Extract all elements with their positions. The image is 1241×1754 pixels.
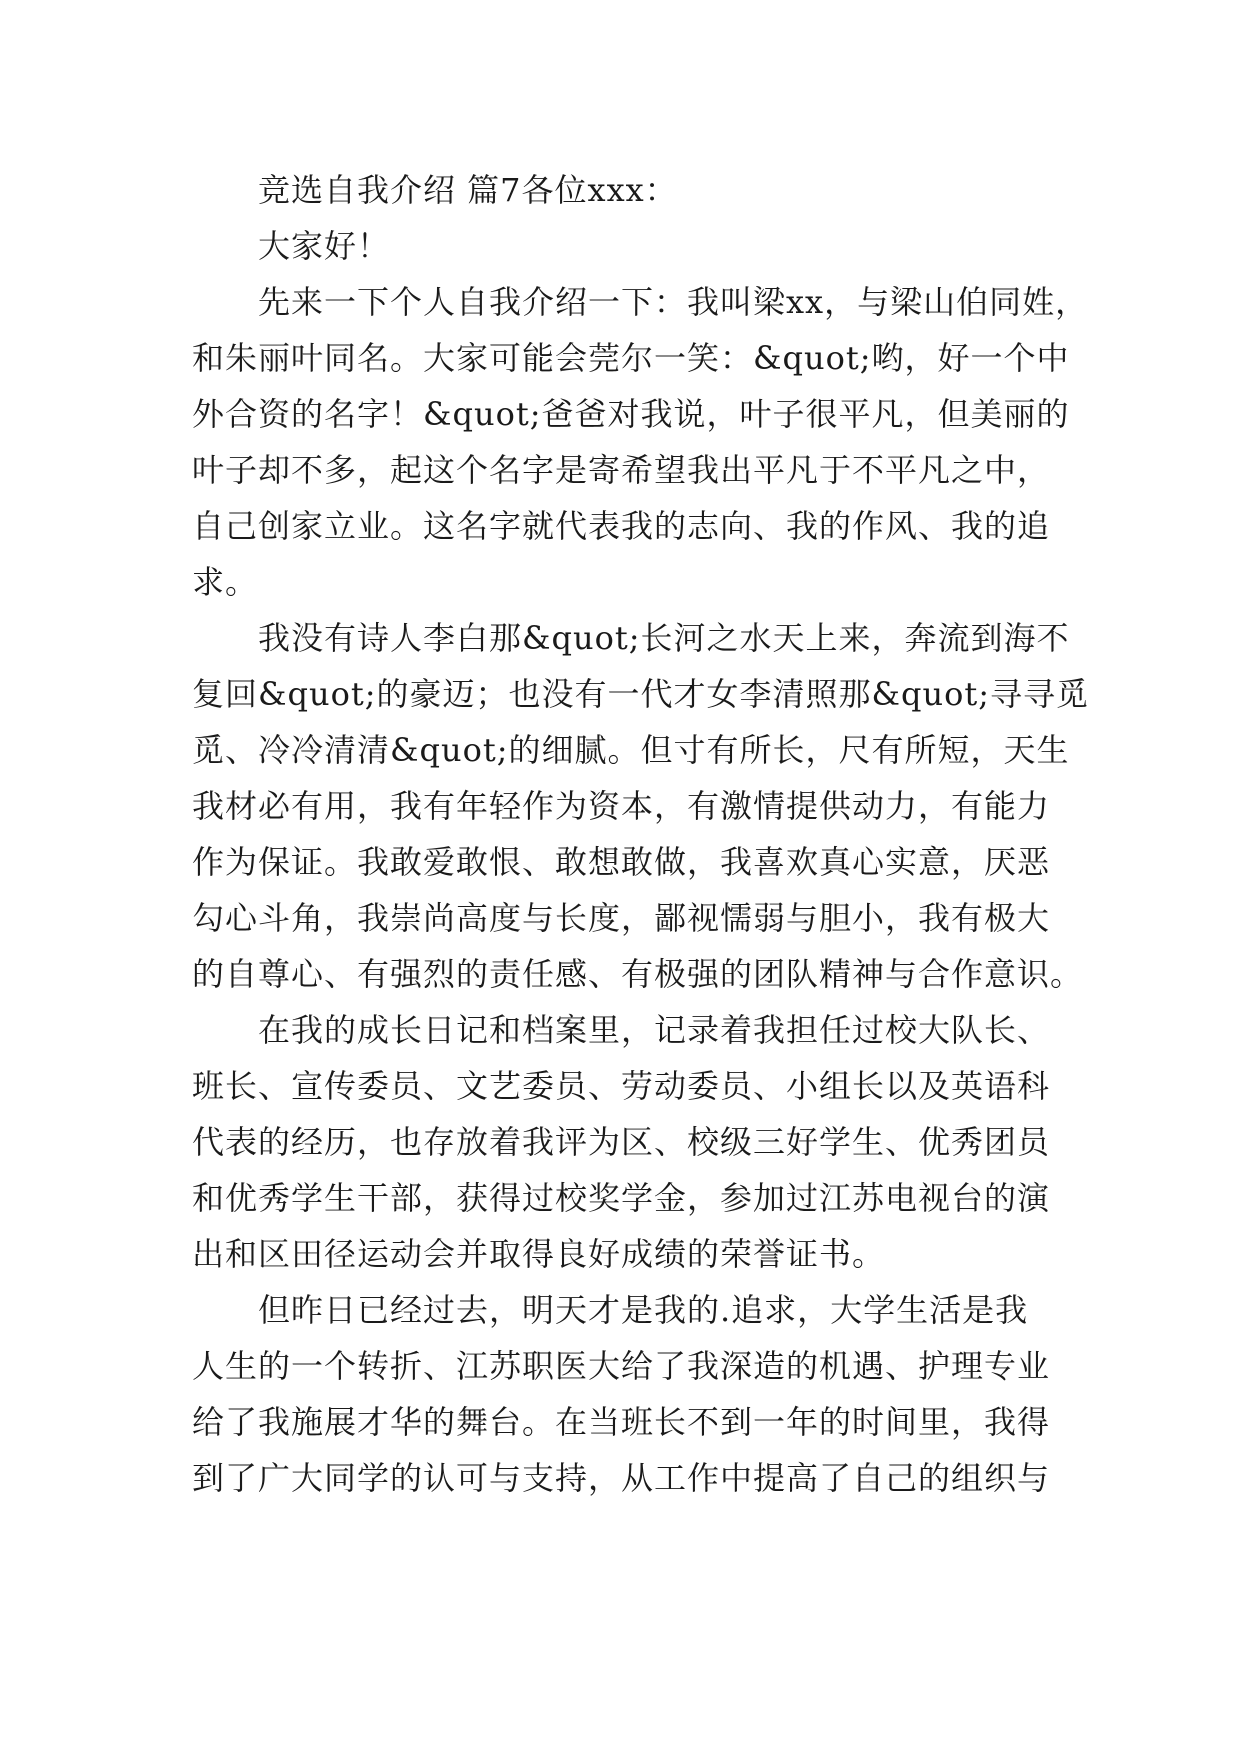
paragraph-1-line: 叶子却不多，起这个名字是寄希望我出平凡于不平凡之中，	[192, 451, 1051, 489]
paragraph-2-line: 勾心斗角，我崇尚高度与长度，鄙视懦弱与胆小，我有极大	[192, 899, 1051, 937]
paragraph-2-line: 我材必有用，我有年轻作为资本，有激情提供动力，有能力	[192, 787, 1051, 825]
greeting-line: 大家好！	[258, 227, 391, 265]
paragraph-2-line: 作为保证。我敢爱敢恨、敢想敢做，我喜欢真心实意，厌恶	[192, 843, 1051, 881]
paragraph-1-line: 自己创家立业。这名字就代表我的志向、我的作风、我的追	[192, 507, 1051, 545]
paragraph-4-line: 人生的一个转折、江苏职医大给了我深造的机遇、护理专业	[192, 1347, 1051, 1385]
paragraph-3-line: 出和区田径运动会并取得良好成绩的荣誉证书。	[192, 1235, 886, 1273]
paragraph-3-line: 代表的经历，也存放着我评为区、校级三好学生、优秀团员	[192, 1123, 1051, 1161]
paragraph-2-line: 觅、冷冷清清&quot;的细腻。但寸有所长，尺有所短，天生	[192, 731, 1070, 769]
paragraph-3-line: 和优秀学生干部，获得过校奖学金，参加过江苏电视台的演	[192, 1179, 1051, 1217]
paragraph-4-line: 但昨日已经过去，明天才是我的.追求，大学生活是我	[258, 1291, 1029, 1329]
paragraph-2-line: 复回&quot;的豪迈；也没有一代才女李清照那&quot;寻寻觅	[192, 675, 1089, 713]
paragraph-1-line: 和朱丽叶同名。大家可能会莞尔一笑：&quot;哟，好一个中	[192, 339, 1070, 377]
paragraph-2-line: 我没有诗人李白那&quot;长河之水天上来，奔流到海不	[258, 619, 1070, 657]
paragraph-4-line: 给了我施展才华的舞台。在当班长不到一年的时间里，我得	[192, 1403, 1051, 1441]
paragraph-4-line: 到了广大同学的认可与支持，从工作中提高了自己的组织与	[192, 1459, 1051, 1497]
document-body	[192, 162, 1089, 1506]
paragraph-2-line: 的自尊心、有强烈的责任感、有极强的团队精神与合作意识。	[192, 955, 1084, 993]
paragraph-1-line: 求。	[192, 563, 259, 601]
paragraph-1-line: 先来一下个人自我介绍一下：我叫梁xx，与梁山伯同姓，	[258, 283, 1089, 321]
document-heading-line: 竞选自我介绍 篇7各位xxx：	[258, 171, 678, 209]
paragraph-3-line: 班长、宣传委员、文艺委员、劳动委员、小组长以及英语科	[192, 1067, 1051, 1105]
paragraph-1-line: 外合资的名字！&quot;爸爸对我说，叶子很平凡，但美丽的	[192, 395, 1070, 433]
paragraph-3-line: 在我的成长日记和档案里，记录着我担任过校大队长、	[258, 1011, 1051, 1049]
